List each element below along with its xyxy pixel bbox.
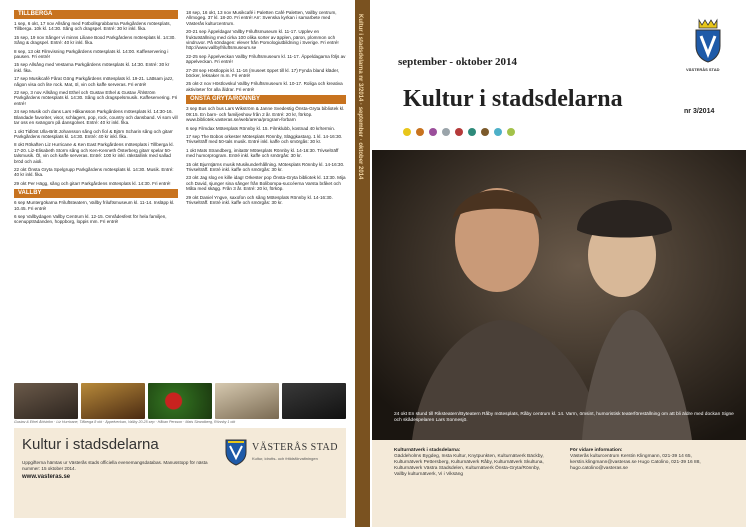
issue-number: nr 3/2014 — [684, 108, 715, 115]
color-dot — [494, 128, 502, 136]
column-2 — [186, 10, 346, 208]
photo-apples — [148, 383, 212, 419]
hero-photo — [372, 150, 746, 440]
color-dots — [403, 128, 515, 136]
section-heading-vallby: VALLBY — [14, 189, 178, 198]
photo-accordion-duo — [14, 383, 78, 419]
info-text: Västerås kulturcentrum Kerstin Klingmann, 021-39 14 65, kerstin.klingmann@vasteras.se Hugo Catolino, 021-39 16 88, hugo.catolino@vasteras.se — [570, 454, 701, 471]
photo-performers — [81, 383, 145, 419]
footer-note: Uppgifterna hämtas ur Västerås stads officiella evenemangsdatabas. Manusstopp för nästa nummer: 15 oktober 2014. — [22, 460, 208, 471]
hero-image — [372, 150, 746, 440]
cover-footer-left — [394, 448, 554, 478]
color-dot — [429, 128, 437, 136]
network-title: Kulturnätverk i stadsdelarna: — [394, 448, 461, 453]
event-item: 23 okt Jag slog en kille idag! Orkester pop Önsta-Gryta bibliotek kl. 13:30. Mija och David, sjunger sina sånger från Bolibompa-succéerna Varsta bråket och Måta med skägg. Från 3 år. Entré: 20 kr, förköp. — [186, 175, 346, 192]
network-text: Gäddeholms Bygdeg, Insta Kultur, Knytpunkten, Kulturnätverk Bäckby, Kulturnätverk Pettersberg, Kulturnätverk Råby, Kulturnätverk Skultuna, Kulturnätverk Västra Stadsdelen, Kulturnätverk Önsta-Gryta/Rönnby, Vallby kulturnätverk, Vi i Viksäng — [394, 454, 544, 477]
section-heading-tillberga: TILLBERGA — [14, 10, 178, 19]
tillberga-events — [14, 21, 178, 186]
event-item: 24 sep Musik och dans Lars Håkansson Parkgårdens mötesplats kl. 14:30-16. Blandade favoriter, visor, schlagers, pop, rock, country och dansband. Vi som vill tar oss en svängom på dansgolvet. Entré: 40 kr inkl. fika. — [14, 109, 178, 126]
event-item: 27-28 sep Höstloppis kl. 11-16 (museet öppet till kl. 17) Fynda bland kläder, böcker, leksaker m.m. Fri entré! — [186, 67, 340, 79]
event-item: 3 sep Bus och bus Lars Wikström & Janne Svedestig Önsta-Gryta bibliotek kl. 09:15. En barn- och familjeshow från 2 år. Entré: 20 kr, förköp. www.bibliotek.vasteras.se/web/arena/program-forbarn — [186, 106, 345, 123]
info-title: För vidare information: — [570, 448, 623, 453]
org-name: VÄSTERÅS STAD — [252, 442, 338, 453]
crest-label: VÄSTERÅS STAD — [686, 67, 720, 72]
section-heading-onsta: ÖNSTA GRYTA/RÖNNBY — [186, 95, 346, 104]
footer-url[interactable]: www.vasteras.se — [22, 474, 71, 480]
event-item: 6 sep Vallbydagen Vallby Centrum kl. 12-15. Områdesfest för hela familjen, scenuppträdanden, hoppborg, loppis mm. Fri entré! — [14, 213, 167, 225]
hero-caption: 24 okt En stund till Riksteatern/Byteatern Råby mötesplats, Råby centrum kl. 14. Varm, ömsint, humoristisk teaterföreställning om att bli äldre med dockan Signe och skådespelaren Lars Sonnesjö. — [394, 412, 734, 423]
color-dot — [481, 128, 489, 136]
event-item: 6 sep Muntergökarna Friluftsteatern, Vallby friluftsmuseum kl. 11-14. Insläpp kl. 10.45. Fri entré! — [14, 200, 175, 211]
event-item: 29 okt Per Hägg, sång och gitarr Parkgårdens mötesplats kl. 14:30. Fri entré! — [14, 180, 171, 186]
color-dot — [403, 128, 411, 136]
event-item: 22 sep, 3 nov Allsång med Ethel och Gustav Ethel & Gustav Åhlström Parkgårdens mötesplats kl. 14:30. Sång och dragspelsmusik. Kaffeservering. Fri entré! — [14, 90, 178, 106]
color-dot — [507, 128, 515, 136]
event-item: 18 sep, 16 okt, 13 nov Musikcafé i Paletten Café Paletten, Vallby centrum, Allmogeg. 37 kl. 18-20. Fri entré! Arr: Svenska kyrkan i samarbete med Västerås kulturcentrum. — [186, 10, 337, 26]
event-item: 17 sep The Bobos orkester Mötesplats Rönnby, Släggkastarg. 1 kl. 14-16:30. Trivselträff med 50-tals musik. Entré inkl. kaffe och smörgås: 30 kr. — [186, 133, 343, 145]
photo-guitarist — [215, 383, 279, 419]
photo-imitator — [282, 383, 346, 419]
event-item: 15 sep Allsång med Vestarna Parkgårdens mötesplats kl. 14:30. Entré: 30 kr inkl. fika. — [14, 62, 170, 73]
left-footer — [14, 428, 346, 518]
footer-title: Kultur i stadsdelarna — [22, 436, 159, 453]
spine-text: Kultur i stadsdelarna nr 3/2014 · september · oktober 2014 — [357, 14, 363, 180]
event-item: 8 sep, 13 okt Filmvisning Parkgårdens mötesplats kl. 14:00. Kaffeservering i pausen. Fri entré! — [14, 48, 169, 60]
column-1 — [14, 10, 178, 228]
color-dot — [442, 128, 450, 136]
event-item: 8 okt Rökaften Liz Hurricane & Ken East Parkgårdens mötesplats i Tillberga kl. 17-20. Liz-Elisabeth Storm sång och Ken-Kenneth Österberg gitarr spelar 50-talsmusik. Öl, vin och kaffe serveras. Entré: 100 kr inkl. räkstallink med sallad bröd och aioli. — [14, 142, 174, 164]
event-item: 17 sep Musikcafé Fårat Göng Parkgårdens mötesplats kl. 19-21. Lättsam jazz, någon visa och lite rock. Mat, öl, vin och kaffe serveras. Fri entré! — [14, 76, 174, 87]
photo-strip — [14, 383, 346, 419]
event-item: 29 okt Daniel Yngve, saxofon och sång Mötesplats Rönnby kl. 14-16:30. Trivselträff. Entré inkl. kaffe och smörgås: 30 kr. — [186, 194, 333, 205]
crest-icon — [693, 18, 723, 64]
event-item: 22 okt Önsta Gryta Spelgrupp Parkgårdens mötesplats kl. 14:30. Musik. Entré: 40 kr inkl. fika. — [14, 166, 174, 178]
event-item: 1 sep, 6 okt, 17 nov Allsång med Fotbollsgrabbarna Parkgårdens mötesplats, Tillberga. 10k kl. 14:30. Sång och dragspel. Entré: 30 kr inkl. fika. — [14, 21, 171, 32]
cover-footer-right — [570, 448, 740, 472]
event-item: 20-21 sep Äppeldagar Vallby Friluftsmuseum kl. 11-17. Upplev en fruktutställning med cirka 100 olika sorter av äpplen, päron, plommon och vindruvor. På söndagen: elever från Pomologiutbildning i Sverige. Fri entré! http://www.vallbyfriluftsmuseum.se — [186, 29, 339, 51]
org-subtitle: Kultur, idrotts- och fritidsförvaltningen — [252, 456, 318, 461]
cover-date: september - oktober 2014 — [398, 56, 518, 68]
event-item: 22-25 sep Äppelveckan Vallby Friluftsmuseum kl. 11-17. Äppeldagarna följs av äppelveckan. Fri entré! — [186, 53, 346, 65]
event-item: 1 okt Tidlöst Ulla-Britt Johansson sång och fiol & Björn Scharin sång och gitarr Parkgårdens mötesplats kl. 14:30. Entré: 40 kr inkl. fika. — [14, 128, 173, 139]
event-item: 15 okt Bjurntjärns musik Musikunderhållning. Mötesplats Rönnby kl. 14-16:30. Trivselträff. Entré inkl. kaffe och smörgås: 30 kr. — [186, 161, 345, 172]
event-item: 1 okt Mats Strandberg, imitatör Mötesplats Rönnby kl. 14-16:30. Trivselträff med humorprogram. Entré inkl. kaffe och smörgås: 30 kr. — [186, 147, 339, 159]
event-item: 15 sep, 19 nov Sånger vi minns Liliane Bood Parkgårdens mötesplats kl. 14:30. Sång & dragspel. Entré: 40 kr inkl. fika. — [14, 34, 176, 46]
color-dot — [468, 128, 476, 136]
event-item: 25 okt-2 nov Höstlovskul Vallby Friluftsmuseum kl. 10-17. Roliga och kreativa aktiviteter för alla åldrar. Fri entré! — [186, 81, 343, 92]
cover-title: Kultur i stadsdelarna — [403, 86, 623, 112]
photo-caption: Gustav & Ethel Åhlström · Liz Hurricane, Tillberga 8 okt · Äppelveckan, Vallby 20-25 sep · Håkan Persson · Mats Strandberg, Rönnby 1 okt — [14, 420, 236, 424]
event-item: 6 sep Filmdax Mötesplats Rönnby kl. 15. Filmklubb, kostnad 40 kr/termin. — [186, 125, 336, 131]
crest-icon — [224, 438, 248, 466]
color-dot — [455, 128, 463, 136]
color-dot — [416, 128, 424, 136]
